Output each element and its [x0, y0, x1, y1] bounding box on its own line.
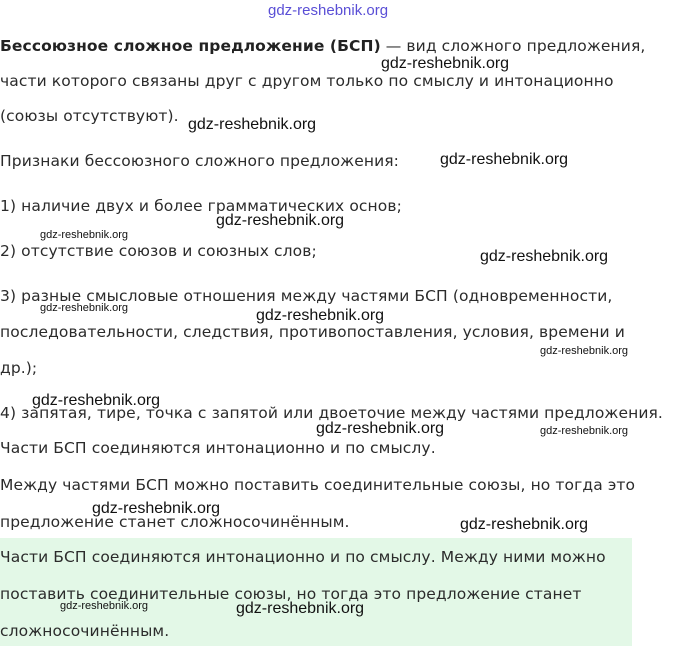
watermark-top: gdz-reshebnik.org	[268, 2, 389, 19]
callout-line-2: поставить соединительные союзы, но тогда это предложение станет	[0, 585, 582, 603]
watermark: gdz-reshebnik.org	[40, 229, 129, 241]
feature-2: 2) отсутствие союзов и союзных слов;	[0, 242, 317, 260]
watermark: gdz-reshebnik.org	[480, 248, 609, 265]
watermark: gdz-reshebnik.org	[32, 392, 161, 409]
watermark: gdz-reshebnik.org	[316, 420, 445, 437]
definition-line-2: части которого связаны друг с другом только по смыслу и интонационно	[0, 72, 614, 90]
callout-line-3: сложносочинённым.	[0, 622, 170, 640]
watermark: gdz-reshebnik.org	[188, 116, 317, 133]
feature-3-line-2: последовательности, следствия, противопоставления, условия, времени и	[0, 323, 625, 341]
watermark: gdz-reshebnik.org	[381, 55, 510, 72]
watermark: gdz-reshebnik.org	[460, 516, 589, 533]
note-2-line-1: Между частями БСП можно поставить соединительные союзы, но тогда это	[0, 476, 636, 494]
watermark: gdz-reshebnik.org	[60, 600, 149, 612]
watermark: gdz-reshebnik.org	[216, 212, 345, 229]
definition-line-1	[0, 36, 645, 56]
definition-term: Бессоюзное сложное предложение (БСП)	[0, 37, 381, 55]
watermark: gdz-reshebnik.org	[40, 302, 129, 314]
watermark: gdz-reshebnik.org	[92, 500, 221, 517]
feature-3-line-1: 3) разные смысловые отношения между частями БСП (одновременности,	[0, 287, 613, 305]
feature-3-line-3: др.);	[0, 359, 38, 377]
feature-4: 4) запятая, тире, точка с запятой или двоеточие между частями предложения.	[0, 404, 663, 422]
features-heading: Признаки бессоюзного сложного предложения:	[0, 152, 400, 170]
watermark: gdz-reshebnik.org	[540, 425, 629, 437]
note-1: Части БСП соединяются интонационно и по смыслу.	[0, 439, 436, 457]
callout-line-1: Части БСП соединяются интонационно и по смыслу. Между ними можно	[0, 548, 606, 566]
watermark: gdz-reshebnik.org	[440, 151, 569, 168]
watermark: gdz-reshebnik.org	[540, 345, 629, 357]
feature-1: 1) наличие двух и более грамматических основ;	[0, 197, 402, 215]
definition-text: — вид сложного предложения,	[380, 37, 646, 55]
note-2-line-2: предложение станет сложносочинённым.	[0, 513, 350, 531]
definition-line-3: (союзы отсутствуют).	[0, 107, 179, 125]
watermark: gdz-reshebnik.org	[256, 307, 385, 324]
watermark: gdz-reshebnik.org	[236, 600, 365, 617]
